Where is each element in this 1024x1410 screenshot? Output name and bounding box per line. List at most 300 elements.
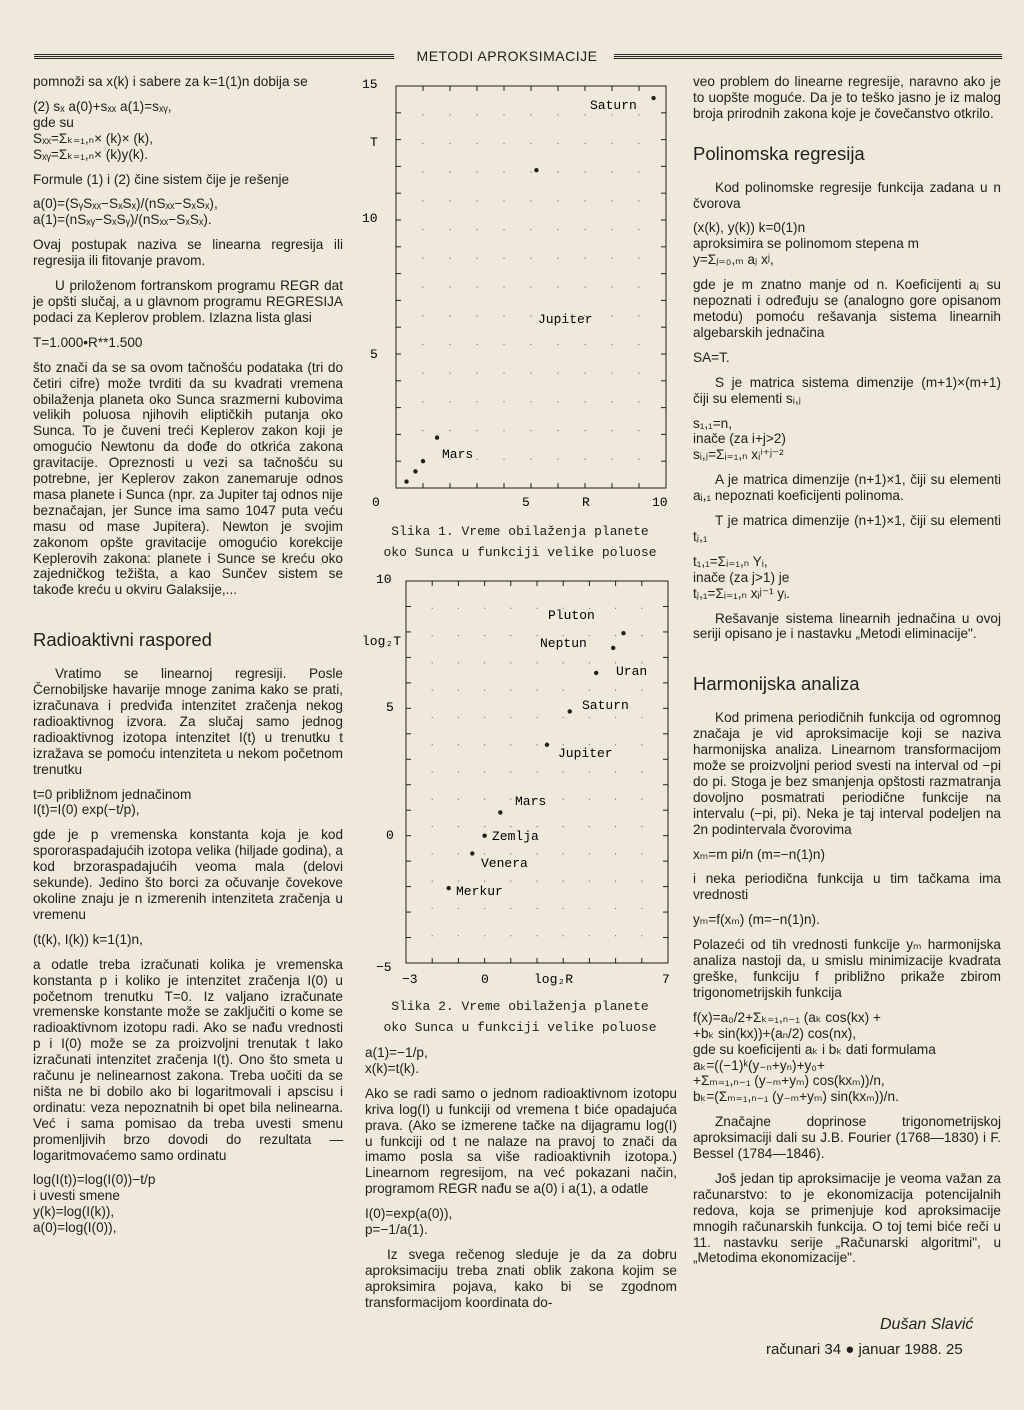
y-tick-label: 0 [386, 828, 394, 843]
paragraph: gde je m znatno manje od n. Koeficijenti aⱼ su nepoznati i određuju se (analogno gore opisanom metodu) pomoću rešavanja sistema linearnih algebarskih jednačina [693, 277, 1001, 340]
grid-dot [584, 430, 585, 431]
grid-dot [589, 908, 590, 909]
grid-dot [422, 344, 423, 345]
grid-dot [563, 771, 564, 772]
data-point-pluton [621, 631, 625, 635]
grid-dot [536, 744, 537, 745]
grid-dot [476, 143, 477, 144]
grid-dot [615, 799, 616, 800]
grid-dot [563, 935, 564, 936]
grid-dot [422, 430, 423, 431]
grid-dot [432, 690, 433, 691]
grid-dot [510, 662, 511, 663]
page-footer: računari 34 ● januar 1988. 25 [766, 1341, 963, 1358]
section-title: METODI APROKSIMACIJE [416, 48, 598, 64]
grid-dot [557, 430, 558, 431]
y-tick-label: 5 [386, 700, 394, 715]
grid-dot [458, 608, 459, 609]
caption-line: Slika 2. Vreme obilaženja planete [391, 999, 649, 1014]
grid-dot [530, 459, 531, 460]
grid-dot [641, 717, 642, 718]
grid-dot [530, 315, 531, 316]
x-tick-label: 5 [522, 495, 530, 510]
point-label-saturn: Saturn [590, 98, 637, 113]
grid-dot [611, 229, 612, 230]
grid-dot [458, 635, 459, 636]
grid-dot [641, 908, 642, 909]
grid-dot [611, 286, 612, 287]
grid-dot [510, 853, 511, 854]
point-label-uran: Uran [616, 664, 648, 679]
grid-dot [432, 744, 433, 745]
grid-dot [484, 608, 485, 609]
formula-block: t=0 približnom jednačinom I(t)=I(0) exp(−t/p), [33, 786, 192, 818]
grid-dot [563, 799, 564, 800]
formula-block: I(0)=exp(a(0)), p=−1/a(1). [365, 1206, 453, 1238]
grid-dot [484, 690, 485, 691]
grid-dot [641, 635, 642, 636]
grid-dot [449, 430, 450, 431]
formula-block: a(0)=(SᵧSₓₓ−SₓSₓ)/(nSₓₓ−SₓSₓ), a(1)=(nSₓᵧ−SₓSᵧ)/(nSₓₓ−SₓSₓ). [33, 196, 218, 228]
header-rule-right [614, 54, 1002, 60]
paragraph: što znači da se sa ovom tačnošću podataka (tri do četiri cifre) može tvrditi da su kvadrati vremena obilaženja planeta oko Sunca srazmerni kubovima velikih poluosa njihovih eliptičkih putanja oko Sunca. To je čuveni treći Keplerov zakon koji je omogućio Newtonu da dođe do otkrića zakona gravitacije. Opreznosti u vezi sa tačnošću su potrebne, jer Keplerov zakon zanemaruje odnos masa planete i Sunca (npr. za Jupiter taj odnos nije beznačajan, jer Sunce ima samo 1047 puta veću masu od mase Jupitera). Newton je svojim zakonom opšte gravitacije omogućio korekcije Keplerovih zakona: planete i Sunce se kreću oko zajedničkog težišta, a kao Sunčev sistem se takođe kreću u okviru Galaksije,... [33, 359, 343, 598]
grid-dot [432, 935, 433, 936]
grid-dot [584, 344, 585, 345]
figure-2-caption [362, 996, 678, 1038]
grid-dot [484, 635, 485, 636]
grid-dot [589, 935, 590, 936]
grid-dot [432, 662, 433, 663]
grid-dot [615, 908, 616, 909]
grid-dot [510, 826, 511, 827]
grid-dot [503, 200, 504, 201]
formula-block: a(1)=−1/p, x(k)=t(k). [365, 1045, 428, 1076]
grid-dot [557, 344, 558, 345]
grid-dot [615, 744, 616, 745]
point-label-venera: Venera [481, 856, 528, 871]
grid-dot [449, 229, 450, 230]
grid-dot [449, 200, 450, 201]
grid-dot [536, 826, 537, 827]
grid-dot [458, 744, 459, 745]
grid-dot [510, 799, 511, 800]
grid-dot [476, 229, 477, 230]
grid-dot [458, 662, 459, 663]
grid-dot [458, 799, 459, 800]
grid-dot [584, 172, 585, 173]
grid-dot [422, 373, 423, 374]
grid-dot [557, 373, 558, 374]
grid-dot [638, 172, 639, 173]
figure-1-plot [362, 74, 678, 514]
grid-dot [615, 881, 616, 882]
grid-dot [432, 881, 433, 882]
point-label-zemlja: Zemlja [492, 829, 539, 844]
grid-dot [449, 114, 450, 115]
data-points [404, 96, 655, 484]
grid-dots [422, 114, 639, 460]
grid-dot [422, 114, 423, 115]
x-tick-label: 10 [652, 495, 668, 510]
header-rule-left [34, 54, 394, 60]
grid-dot [557, 229, 558, 230]
formula-block: yₘ=f(xₘ) (m=−n(1)n). [693, 912, 820, 928]
x-tick-label: 0 [481, 972, 489, 987]
grid-dot [530, 258, 531, 259]
y-axis-label: log₂T [362, 634, 402, 649]
grid-dot [641, 799, 642, 800]
grid-dot [503, 143, 504, 144]
grid-dot [530, 373, 531, 374]
point-label-saturn: Saturn [582, 698, 629, 713]
point-label-mars: Mars [515, 794, 547, 809]
grid-dot [432, 853, 433, 854]
paragraph: T je matrica dimenzije (n+1)×1, čiji su elementi tⱼ,₁ [693, 513, 1001, 544]
author-signature: Dušan Slavić [880, 1316, 974, 1333]
formula-block: (t(k), I(k)) k=1(1)n, [33, 931, 143, 947]
figure-2-plot [362, 569, 678, 989]
grid-dot [589, 771, 590, 772]
formula-block: t₁,₁=Σᵢ₌₁,ₙ Yᵢ, inače (za j>1) je tⱼ,₁=Σᵢ₌₁,ₙ xᵢʲ⁻¹ yᵢ. [693, 553, 791, 601]
grid-dot [503, 229, 504, 230]
grid-dot [503, 401, 504, 402]
grid-dot [615, 935, 616, 936]
formula-block: f(x)=a₀/2+Σₖ₌₁,ₙ₋₁ (aₖ cos(kx) + +bₖ sin(kx))+(aₙ/2) cos(nx), gde su koeficijenti aₖ i bₖ dati formulama aₖ=((−1)ᵏ(y₋ₙ+yₙ)+y₀+ +Σₘ₌₁,ₙ₋₁ (y₋ₘ+yₘ) cos(kxₘ))/n, bₖ=(Σₘ₌₁,ₙ₋₁ (y₋ₘ+yₘ) sin(kxₘ))/n. [693, 1009, 936, 1105]
grid-dot [503, 315, 504, 316]
y-tick-label: 10 [362, 211, 378, 226]
grid-dot [536, 935, 537, 936]
grid-dot [641, 771, 642, 772]
y-tick-label: 15 [362, 77, 378, 92]
grid-dot [510, 717, 511, 718]
grid-dot [510, 908, 511, 909]
grid-dot [615, 826, 616, 827]
grid-dot [563, 853, 564, 854]
grid-dot [589, 635, 590, 636]
grid-dot [584, 373, 585, 374]
page-header [34, 48, 1002, 68]
grid-dot [458, 853, 459, 854]
grid-dot [611, 172, 612, 173]
grid-dot [584, 229, 585, 230]
y-tick-label: −5 [376, 960, 392, 975]
grid-dot [484, 717, 485, 718]
grid-dot [458, 826, 459, 827]
grid-dot [449, 373, 450, 374]
grid-dot [530, 344, 531, 345]
figure-column [362, 74, 678, 1038]
grid-dot [503, 114, 504, 115]
data-point [421, 459, 425, 463]
data-point-jupiter [534, 168, 538, 172]
grid-dot [611, 258, 612, 259]
grid-dot [615, 608, 616, 609]
grid-dot [422, 200, 423, 201]
grid-dot [611, 401, 612, 402]
grid-dot [589, 717, 590, 718]
formula-block: s₁,₁=n, inače (za i+j>2) sᵢ,ⱼ=Σᵢ₌₁,ₙ xᵢⁱ⁺ʲ⁻² [693, 415, 786, 463]
grid-dot [476, 315, 477, 316]
grid-dot [611, 114, 612, 115]
grid-dot [557, 200, 558, 201]
grid-dot [422, 258, 423, 259]
grid-dot [611, 315, 612, 316]
point-label-neptun: Neptun [540, 636, 587, 651]
grid-dot [641, 935, 642, 936]
grid-dot [503, 172, 504, 173]
data-point [404, 479, 408, 483]
grid-dot [530, 286, 531, 287]
grid-dot [476, 286, 477, 287]
grid-dot [458, 690, 459, 691]
data-point-jupiter [545, 743, 549, 747]
grid-dot [458, 717, 459, 718]
paragraph: A je matrica dimenzije (n+1)×1, čiji su elementi aᵢ,₁ nepoznati koeficijenti polinoma. [693, 472, 1001, 504]
grid-dot [476, 200, 477, 201]
grid-dot [615, 717, 616, 718]
paragraph: Još jedan tip aproksimacije je veoma važan za računarstvo: to je ekonomizacija potencijalnih redova, koja se primenjuje kod aproksimacije mnogih računarskih funkcija. O toj temi biće reči u 11. nastavku serije „Računarski algoritmi", u „Metodima ekonomizacije". [693, 1170, 1001, 1266]
section-heading-harmonijska: Harmonijska analiza [693, 673, 860, 695]
data-point-uran [594, 671, 598, 675]
grid-dot [638, 258, 639, 259]
grid-dot [563, 908, 564, 909]
grid-dot [484, 881, 485, 882]
grid-dot [536, 608, 537, 609]
grid-dot [638, 344, 639, 345]
grid-dot [615, 853, 616, 854]
x-tick-label: −3 [402, 972, 418, 987]
figure-1 [362, 74, 678, 563]
grid-dot [458, 881, 459, 882]
grid-dot [510, 744, 511, 745]
grid-dot [530, 114, 531, 115]
grid-dot [458, 935, 459, 936]
grid-dot [510, 881, 511, 882]
grid-dot [422, 286, 423, 287]
grid-dot [530, 401, 531, 402]
paragraph: i neka periodična funkcija u tim tačkama ima vrednosti [693, 871, 1001, 903]
grid-dot [476, 172, 477, 173]
grid-dot [484, 935, 485, 936]
formula-block: SA=T. [693, 349, 730, 365]
grid-dot [557, 143, 558, 144]
data-point-merkur [447, 886, 451, 890]
grid-dot [641, 881, 642, 882]
grid-dot [557, 114, 558, 115]
grid-dot [510, 771, 511, 772]
formula-block: log(I(t))=log(I(0))−t/p i uvesti smene y(k)=log(I(k)), a(0)=log(I(0)), [33, 1172, 156, 1236]
point-label-merkur: Merkur [456, 884, 503, 899]
grid-dot [422, 172, 423, 173]
grid-dot [638, 373, 639, 374]
data-point [413, 469, 417, 473]
section-heading-polinomska: Polinomska regresija [693, 142, 865, 164]
grid-dot [611, 344, 612, 345]
grid-dot [503, 459, 504, 460]
grid-dot [641, 853, 642, 854]
grid-dot [611, 373, 612, 374]
paragraph: Ovaj postupak naziva se linearna regresija ili regresija ili fitovanje pravom. [33, 237, 343, 269]
paragraph: Vratimo se linearnoj regresiji. Posle Černobiljske havarije mnoge zanima kako se prati, izračunava i predviđa intenzitet zračenja nekog radioaktivnog izvora. Za slučaj samo jednog radioaktivnog izotopa intenzitet I(t) u trenutku t izražava se pomoću intenziteta u nekom početnom trenutku [33, 666, 343, 777]
grid-dot [536, 853, 537, 854]
grid-dot [584, 286, 585, 287]
grid-dot [530, 200, 531, 201]
grid-dot [584, 200, 585, 201]
data-point-mars [498, 810, 502, 814]
paragraph: Ako se radi samo o jednom radioaktivnom izotopu kriva log(I) u funkciji od vremena t biće opadajuća prava. (Ako se izmerene tačke na dijagramu log(I) u funkciji od t ne nalaze na pravoj to znači da imamo posla sa više radioaktivnih izotopa.) Linearnom regresijom, na već pokazani način, programom REGR nađu se a(0) i a(1), a odatle [365, 1085, 677, 1197]
grid-dot [510, 690, 511, 691]
grid-dot [563, 717, 564, 718]
grid-dot [536, 690, 537, 691]
grid-dot [449, 172, 450, 173]
grid-dot [557, 459, 558, 460]
paragraph: Kod primena periodičnih funkcija od ogromnog značaja je vid aproksimacije koji se naziva harmonijska analiza. Linearnom transformacijom može se proizvoljni period svesti na interval od −pi do pi. Stoga je bez smanjenja opštosti razmatranja dovoljno posmatrati periodične funkcije na intervalu (−pi, pi). Neka je taj interval podeljen na 2n podintervala čvorovima [693, 710, 1001, 837]
x-axis-label: R [582, 495, 590, 510]
grid-dot [510, 935, 511, 936]
grid-dot [557, 401, 558, 402]
data-point-saturn [651, 96, 655, 100]
grid-dot [563, 826, 564, 827]
grid-dot [432, 799, 433, 800]
grid-dot [615, 771, 616, 772]
grid-dot [589, 826, 590, 827]
formula-block: (x(k), y(k)) k=0(1)n aproksimira se polinomom stepena m y=Σⱼ₌₀,ₘ aⱼ xʲ, [693, 220, 919, 268]
grid-dot [449, 344, 450, 345]
grid-dot [615, 635, 616, 636]
grid-dot [476, 258, 477, 259]
grid-dot [611, 430, 612, 431]
grid-dot [638, 229, 639, 230]
grid-dot [432, 608, 433, 609]
data-point-zemlja [482, 833, 486, 837]
grid-dot [422, 229, 423, 230]
grid-dot [432, 717, 433, 718]
formula-block: (2) sₓ a(0)+sₓₓ a(1)=sₓᵧ, gde su Sₓₓ=Σₖ₌₁,ₙ× (k)× (k), Sₓᵧ=Σₖ₌₁,ₙ× (k)y(k). [33, 98, 172, 162]
grid-dot [530, 430, 531, 431]
grid-dot [589, 853, 590, 854]
paragraph: Kod polinomske regresije funkcija zadana u n čvorova [693, 179, 1001, 211]
grid-dot [476, 459, 477, 460]
paragraph: Značajne doprinose trigonometrijskoj aproksimaciji dali su J.B. Fourier (1768—1830) i F. Bessel (1784—1846). [693, 1114, 1001, 1162]
grid-dot [536, 881, 537, 882]
grid-dot [422, 315, 423, 316]
caption-line: oko Sunca u funkciji velike poluose [383, 545, 657, 560]
grid-dot [641, 744, 642, 745]
grid-dot [449, 143, 450, 144]
grid-dot [432, 635, 433, 636]
paragraph: Formule (1) i (2) čine sistem čije je rešenje [33, 171, 290, 187]
grid-dot [584, 258, 585, 259]
point-label-jupiter: Jupiter [538, 312, 593, 327]
grid-dot [432, 908, 433, 909]
grid-dot [615, 690, 616, 691]
figure-1-caption [362, 521, 678, 563]
grid-dot [449, 401, 450, 402]
grid-dot [476, 344, 477, 345]
paragraph: a odatle treba izračunati kolika je vremenska konstanta p i koliko je intenzitet zračenja I(0) u početnom trenutku T=0. Iz valjano izračunate vremenske konstante može se zaključiti o kome se radioaktivnom izotopu radi. Ako se nađu vrednosti p i I(0) može se za proizvoljni trenutak t lako izračunati intenzitet zračenja I(t). Ono što smeta u računu je nelinearnost zakona. Treba uočiti da se ništa ne bi dobilo ako bi logaritmovali i apscisu i ordinatu: veza nepoznatnih bi opet bila nelinearna. Već i sama pomisao da treba uvesti smenu promenljivih brzo dovodi do rezultata — logaritmovaćemo samo ordinatu [33, 956, 343, 1163]
grid-dot [638, 286, 639, 287]
formula-block: T=1.000•R**1.500 [33, 334, 143, 350]
data-point-venera [470, 851, 474, 855]
grid-dot [557, 286, 558, 287]
grid-dot [432, 771, 433, 772]
paragraph: Polazeći od tih vrednosti funkcije yₘ harmonijska analiza nastoji da, u smislu minimizacije kvadrata greške, funkciju f približno prikaže zbirom trigonometrijskih funkcija [693, 937, 1001, 1000]
grid-dot [503, 430, 504, 431]
section-heading-radioaktivni: Radioaktivni raspored [33, 629, 212, 651]
grid-dot [589, 662, 590, 663]
grid-dot [611, 459, 612, 460]
grid-dot [638, 459, 639, 460]
grid-dot [484, 908, 485, 909]
grid-dot [484, 826, 485, 827]
grid-dot [536, 635, 537, 636]
grid-dot [510, 635, 511, 636]
grid-dot [503, 344, 504, 345]
grid-dot [476, 430, 477, 431]
grid-dot [589, 799, 590, 800]
x-tick-label: 0 [372, 495, 380, 510]
grid-dot [638, 401, 639, 402]
grid-dot [530, 229, 531, 230]
paragraph: Iz svega rečenog sleduje je da za dobru aproksimaciju treba znati oblik zakona kojim se aproksimira pojava, kako bi se zgodnom transformacijom koordinata do- [365, 1246, 677, 1310]
grid-dot [589, 690, 590, 691]
grid-dot [536, 908, 537, 909]
grid-dot [484, 662, 485, 663]
grid-dot [563, 881, 564, 882]
point-label-mars: Mars [442, 447, 474, 462]
column-right [693, 74, 1001, 1275]
y-tick-label: 10 [376, 572, 392, 587]
grid-dot [638, 315, 639, 316]
grid-dot [536, 662, 537, 663]
middle-text [365, 1045, 677, 1320]
x-tick-label: 7 [662, 972, 670, 987]
grid-dot [563, 662, 564, 663]
y-tick-label: 5 [370, 347, 378, 362]
paragraph: S je matrica sistema dimenzije (m+1)×(m+1) čiji su elementi sᵢ,ⱼ [693, 374, 1001, 406]
grid-dot [458, 771, 459, 772]
grid-dot [503, 373, 504, 374]
caption-line: Slika 1. Vreme obilaženja planete [391, 524, 649, 539]
grid-dot [484, 771, 485, 772]
grid-dot [503, 258, 504, 259]
y-axis-label: T [370, 135, 378, 150]
grid-dot [557, 258, 558, 259]
grid-dot [563, 690, 564, 691]
grid-dot [449, 258, 450, 259]
grid-dot [530, 143, 531, 144]
grid-dot [584, 114, 585, 115]
grid-dot [484, 799, 485, 800]
grid-dot [458, 908, 459, 909]
grid-dot [589, 881, 590, 882]
point-label-jupiter: Jupiter [558, 746, 613, 761]
paragraph: pomnoži sa x(k) i sabere za k=1(1)n dobija se [33, 74, 308, 89]
grid-dot [484, 853, 485, 854]
data-point-saturn [568, 709, 572, 713]
paragraph: gde je p vremenska konstanta koja je kod spororaspadajućih izotopa velika (hiljade godina), a kod brzoraspadajućih veoma mala (delovi sekunde). Jedino što borci za očuvanje čovekove okoline znaju je n izmerenih intenziteta zračenja u vremenu [33, 827, 343, 922]
grid-dot [449, 315, 450, 316]
x-axis-label: log₂R [534, 972, 574, 987]
grid-dot [422, 143, 423, 144]
point-label-pluton: Pluton [548, 608, 595, 623]
grid-dot [510, 608, 511, 609]
grid-dot [641, 826, 642, 827]
grid-dot [476, 373, 477, 374]
grid-dot [641, 690, 642, 691]
figure-2 [362, 569, 678, 1038]
grid-dot [584, 459, 585, 460]
